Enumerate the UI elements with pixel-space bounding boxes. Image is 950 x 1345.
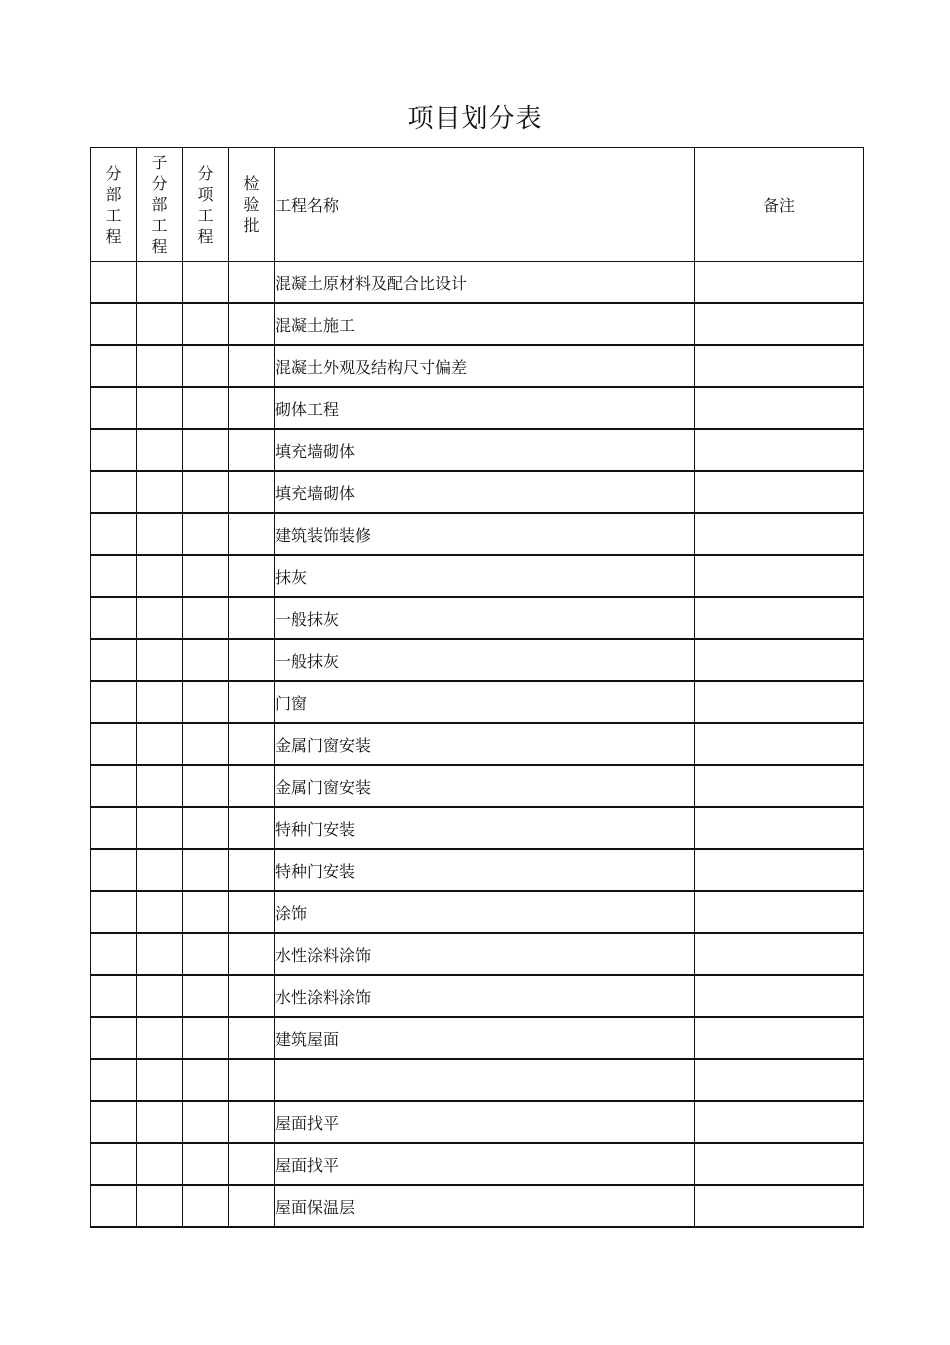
header-division: 分部工程 [91, 148, 137, 262]
cell-inspection-lot [229, 429, 275, 471]
cell-inspection-lot [229, 387, 275, 429]
cell-inspection-lot [229, 597, 275, 639]
table-row [91, 849, 864, 891]
cell-division [91, 555, 137, 597]
cell-sub-item [183, 1017, 229, 1059]
cell-sub-item [183, 262, 229, 304]
cell-project-name: 一般抹灰 [275, 639, 695, 681]
cell-project-name: 建筑装饰装修 [275, 513, 695, 555]
cell-inspection-lot [229, 513, 275, 555]
cell-sub-item [183, 849, 229, 891]
cell-inspection-lot [229, 681, 275, 723]
cell-inspection-lot [229, 1101, 275, 1143]
cell-sub-division [137, 975, 183, 1017]
cell-inspection-lot [229, 1017, 275, 1059]
cell-inspection-lot [229, 345, 275, 387]
cell-division [91, 723, 137, 765]
table-row [91, 262, 864, 304]
page-title: 项目划分表 [407, 104, 543, 134]
cell-division [91, 765, 137, 807]
table-row [91, 933, 864, 975]
cell-remarks [695, 933, 864, 975]
table-header-row [91, 148, 864, 262]
cell-sub-item [183, 471, 229, 513]
cell-sub-item [183, 555, 229, 597]
cell-sub-division [137, 1101, 183, 1143]
cell-remarks [695, 262, 864, 304]
cell-project-name: 砌体工程 [275, 387, 695, 429]
cell-division [91, 513, 137, 555]
cell-sub-division [137, 1017, 183, 1059]
table-row [91, 1185, 864, 1227]
cell-sub-item [183, 345, 229, 387]
table-row [91, 1059, 864, 1101]
cell-project-name: 抹灰 [275, 555, 695, 597]
cell-project-name: 混凝土施工 [275, 303, 695, 345]
cell-remarks [695, 513, 864, 555]
cell-sub-division [137, 681, 183, 723]
cell-project-name: 填充墙砌体 [275, 471, 695, 513]
cell-division [91, 1143, 137, 1185]
cell-sub-item [183, 933, 229, 975]
cell-division [91, 891, 137, 933]
cell-sub-item [183, 303, 229, 345]
cell-sub-item [183, 513, 229, 555]
cell-sub-division [137, 849, 183, 891]
cell-division [91, 933, 137, 975]
cell-inspection-lot [229, 1143, 275, 1185]
table-row [91, 513, 864, 555]
cell-project-name: 混凝土外观及结构尺寸偏差 [275, 345, 695, 387]
cell-sub-item [183, 891, 229, 933]
cell-remarks [695, 849, 864, 891]
cell-inspection-lot [229, 639, 275, 681]
cell-inspection-lot [229, 1059, 275, 1101]
cell-project-name: 金属门窗安装 [275, 765, 695, 807]
table-row [91, 807, 864, 849]
cell-division [91, 1059, 137, 1101]
cell-division [91, 975, 137, 1017]
cell-division [91, 681, 137, 723]
cell-sub-item [183, 1101, 229, 1143]
cell-remarks [695, 807, 864, 849]
table-row [91, 891, 864, 933]
cell-sub-item [183, 597, 229, 639]
cell-remarks [695, 303, 864, 345]
cell-remarks [695, 723, 864, 765]
cell-sub-division [137, 429, 183, 471]
cell-sub-item [183, 387, 229, 429]
cell-sub-item [183, 975, 229, 1017]
table-row [91, 345, 864, 387]
cell-sub-division [137, 471, 183, 513]
cell-sub-division [137, 555, 183, 597]
cell-project-name: 建筑屋面 [275, 1017, 695, 1059]
cell-remarks [695, 639, 864, 681]
cell-division [91, 303, 137, 345]
cell-sub-division [137, 597, 183, 639]
cell-remarks [695, 345, 864, 387]
table-row [91, 723, 864, 765]
cell-remarks [695, 975, 864, 1017]
cell-division [91, 387, 137, 429]
table-row [91, 765, 864, 807]
cell-project-name: 混凝土原材料及配合比设计 [275, 262, 695, 304]
table-row [91, 1017, 864, 1059]
cell-division [91, 1101, 137, 1143]
header-inspection-lot: 检验批 [229, 148, 275, 262]
cell-sub-division [137, 387, 183, 429]
cell-sub-division [137, 723, 183, 765]
cell-project-name: 屋面保温层 [275, 1185, 695, 1227]
project-division-table [90, 147, 864, 1228]
cell-remarks [695, 387, 864, 429]
cell-project-name: 特种门安装 [275, 807, 695, 849]
cell-division [91, 639, 137, 681]
table-row [91, 387, 864, 429]
cell-sub-division [137, 1185, 183, 1227]
cell-sub-item [183, 1143, 229, 1185]
cell-remarks [695, 891, 864, 933]
cell-inspection-lot [229, 723, 275, 765]
cell-project-name: 门窗 [275, 681, 695, 723]
table-row [91, 597, 864, 639]
cell-remarks [695, 1017, 864, 1059]
table-body [91, 262, 864, 1228]
header-sub-division: 子分部工程 [137, 148, 183, 262]
cell-remarks [695, 597, 864, 639]
cell-remarks [695, 555, 864, 597]
cell-inspection-lot [229, 765, 275, 807]
cell-inspection-lot [229, 1185, 275, 1227]
table-row [91, 429, 864, 471]
table-row [91, 1101, 864, 1143]
cell-sub-item [183, 1059, 229, 1101]
cell-sub-division [137, 513, 183, 555]
header-project-name: 工程名称 [275, 148, 695, 262]
cell-project-name: 一般抹灰 [275, 597, 695, 639]
cell-division [91, 1017, 137, 1059]
cell-project-name: 屋面找平 [275, 1101, 695, 1143]
cell-division [91, 849, 137, 891]
cell-sub-division [137, 639, 183, 681]
header-sub-item: 分项工程 [183, 148, 229, 262]
cell-remarks [695, 765, 864, 807]
cell-inspection-lot [229, 933, 275, 975]
cell-division [91, 807, 137, 849]
cell-sub-division [137, 303, 183, 345]
cell-sub-division [137, 1143, 183, 1185]
cell-sub-division [137, 933, 183, 975]
cell-sub-division [137, 1059, 183, 1101]
cell-remarks [695, 681, 864, 723]
table-row [91, 1143, 864, 1185]
cell-inspection-lot [229, 555, 275, 597]
cell-division [91, 429, 137, 471]
cell-inspection-lot [229, 849, 275, 891]
cell-inspection-lot [229, 262, 275, 304]
cell-remarks [695, 1101, 864, 1143]
table-row [91, 639, 864, 681]
table-row [91, 975, 864, 1017]
cell-remarks [695, 1143, 864, 1185]
header-remarks: 备注 [695, 148, 864, 262]
table-row [91, 303, 864, 345]
cell-project-name: 特种门安装 [275, 849, 695, 891]
cell-remarks [695, 429, 864, 471]
table-row [91, 681, 864, 723]
cell-sub-item [183, 1185, 229, 1227]
cell-project-name: 水性涂料涂饰 [275, 933, 695, 975]
cell-sub-item [183, 429, 229, 471]
cell-sub-item [183, 639, 229, 681]
cell-project-name [275, 1059, 695, 1101]
table-row [91, 471, 864, 513]
cell-sub-item [183, 681, 229, 723]
cell-sub-item [183, 723, 229, 765]
cell-inspection-lot [229, 891, 275, 933]
table-row [91, 555, 864, 597]
cell-inspection-lot [229, 303, 275, 345]
cell-remarks [695, 1059, 864, 1101]
cell-sub-division [137, 891, 183, 933]
cell-sub-item [183, 765, 229, 807]
cell-sub-division [137, 262, 183, 304]
cell-inspection-lot [229, 471, 275, 513]
cell-inspection-lot [229, 807, 275, 849]
cell-sub-division [137, 807, 183, 849]
cell-inspection-lot [229, 975, 275, 1017]
cell-division [91, 471, 137, 513]
cell-sub-division [137, 765, 183, 807]
cell-project-name: 填充墙砌体 [275, 429, 695, 471]
cell-division [91, 262, 137, 304]
cell-sub-division [137, 345, 183, 387]
cell-project-name: 涂饰 [275, 891, 695, 933]
cell-remarks [695, 1185, 864, 1227]
cell-division [91, 345, 137, 387]
cell-project-name: 金属门窗安装 [275, 723, 695, 765]
cell-project-name: 水性涂料涂饰 [275, 975, 695, 1017]
cell-project-name: 屋面找平 [275, 1143, 695, 1185]
cell-remarks [695, 471, 864, 513]
cell-division [91, 597, 137, 639]
cell-division [91, 1185, 137, 1227]
cell-sub-item [183, 807, 229, 849]
